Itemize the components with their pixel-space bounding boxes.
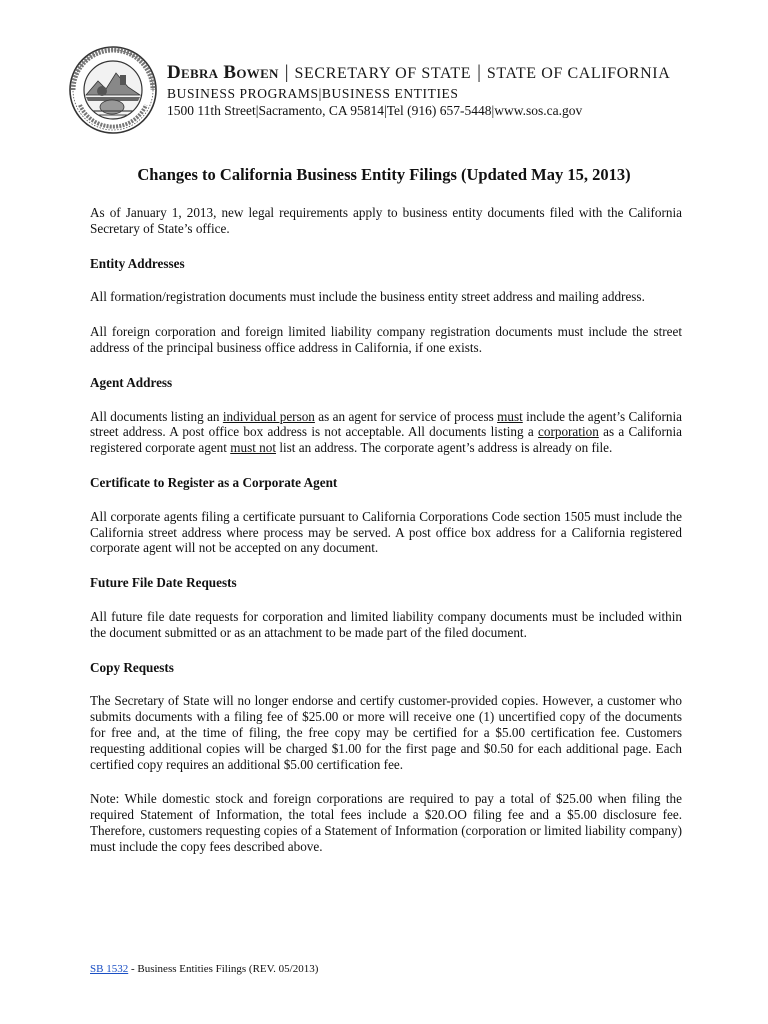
copy-requests-note: Note: While domestic stock and foreign corporations are required to pay a total of $25.00 when filing the required Statement of Information, the total fees include a $20.OO filing fee and a $5.00 disclosure fee. Therefore, customers requesting copies of a Statement of Information (corporation or limited liability company) must include the copy fees described above. bbox=[90, 791, 682, 854]
agent-text-1: All documents listing an bbox=[90, 408, 223, 424]
agent-text-5: list an address. The corporate agent’s address is already on file. bbox=[276, 440, 613, 456]
entity-addresses-paragraph-1: All formation/registration documents must include the business entity street address and mailing address. bbox=[90, 289, 645, 305]
intro-paragraph: As of January 1, 2013, new legal requirements apply to business entity documents filed with the California Secretary of State’s office. bbox=[90, 205, 682, 236]
underline-must: must bbox=[497, 408, 523, 424]
document-title: Changes to California Business Entity Filings (Updated May 15, 2013) bbox=[137, 165, 631, 184]
letterhead-divider: | bbox=[477, 62, 481, 83]
underline-must-not: must not bbox=[230, 440, 277, 456]
footer-text: - Business Entities Filings (REV. 05/2013) bbox=[128, 963, 319, 975]
heading-certificate: Certificate to Register as a Corporate Agent bbox=[90, 474, 338, 490]
contact-line: 1500 11th Street|Sacramento, CA 95814|Tel (916) 657-5448|www.sos.ca.gov bbox=[167, 103, 583, 118]
division-line: BUSINESS PROGRAMS|BUSINESS ENTITIES bbox=[167, 86, 459, 101]
letterhead-line1 bbox=[167, 62, 727, 85]
agent-text-3: include the agent’s California street address. A post office box address is not acceptable. All documents listing a bbox=[90, 408, 682, 440]
future-file-paragraph: All future file date requests for corporation and limited liability company documents must be included within the document submitted or as an attachment to be made part of the filed document. bbox=[90, 608, 682, 640]
california-state-seal-icon bbox=[68, 45, 158, 135]
certificate-paragraph: All corporate agents filing a certificate pursuant to California Corporations Code section 1505 must include the California street address where process may be served. A post office box address for a California registered corporate agent will not be accepted on any document. bbox=[90, 508, 682, 556]
sb-1532-link[interactable]: SB 1532 bbox=[90, 963, 129, 975]
heading-entity-addresses: Entity Addresses bbox=[90, 255, 185, 271]
heading-agent-address: Agent Address bbox=[90, 374, 173, 390]
heading-future-file: Future File Date Requests bbox=[90, 575, 237, 591]
agent-text-4: as a California registered corporate agent bbox=[90, 424, 682, 456]
entity-addresses-paragraph-2: All foreign corporation and foreign limited liability company registration documents must include the street address of the principal business office address in California, if one exists. bbox=[90, 324, 682, 355]
secretary-title: SECRETARY OF STATE bbox=[294, 65, 472, 82]
copy-requests-paragraph: The Secretary of State will no longer endorse and certify customer-provided copies. However, a customer who submits documents with a filing fee of $25.00 or more will receive one (1) uncertified copy of the documents for free and, at the time of filing, the free copy may be certified for a $5.00 certification fee. Customers requesting additional copies will be charged $1.00 for the first page and $0.50 for each additional page. Each certified copy requires an additional $5.00 certification fee. bbox=[90, 693, 682, 772]
letterhead-divider: | bbox=[284, 62, 289, 83]
agent-address-paragraph bbox=[90, 409, 682, 456]
underline-corporation: corporation bbox=[538, 424, 599, 440]
document-body bbox=[90, 205, 682, 855]
footer bbox=[90, 963, 318, 975]
letterhead bbox=[167, 62, 727, 119]
state-name: STATE OF CALIFORNIA bbox=[486, 65, 671, 82]
underline-individual-person: individual person bbox=[222, 408, 315, 424]
secretary-name: Debra Bowen bbox=[167, 62, 279, 83]
agent-text-2: as an agent for service of process bbox=[314, 408, 498, 424]
heading-copy-requests: Copy Requests bbox=[90, 659, 174, 675]
